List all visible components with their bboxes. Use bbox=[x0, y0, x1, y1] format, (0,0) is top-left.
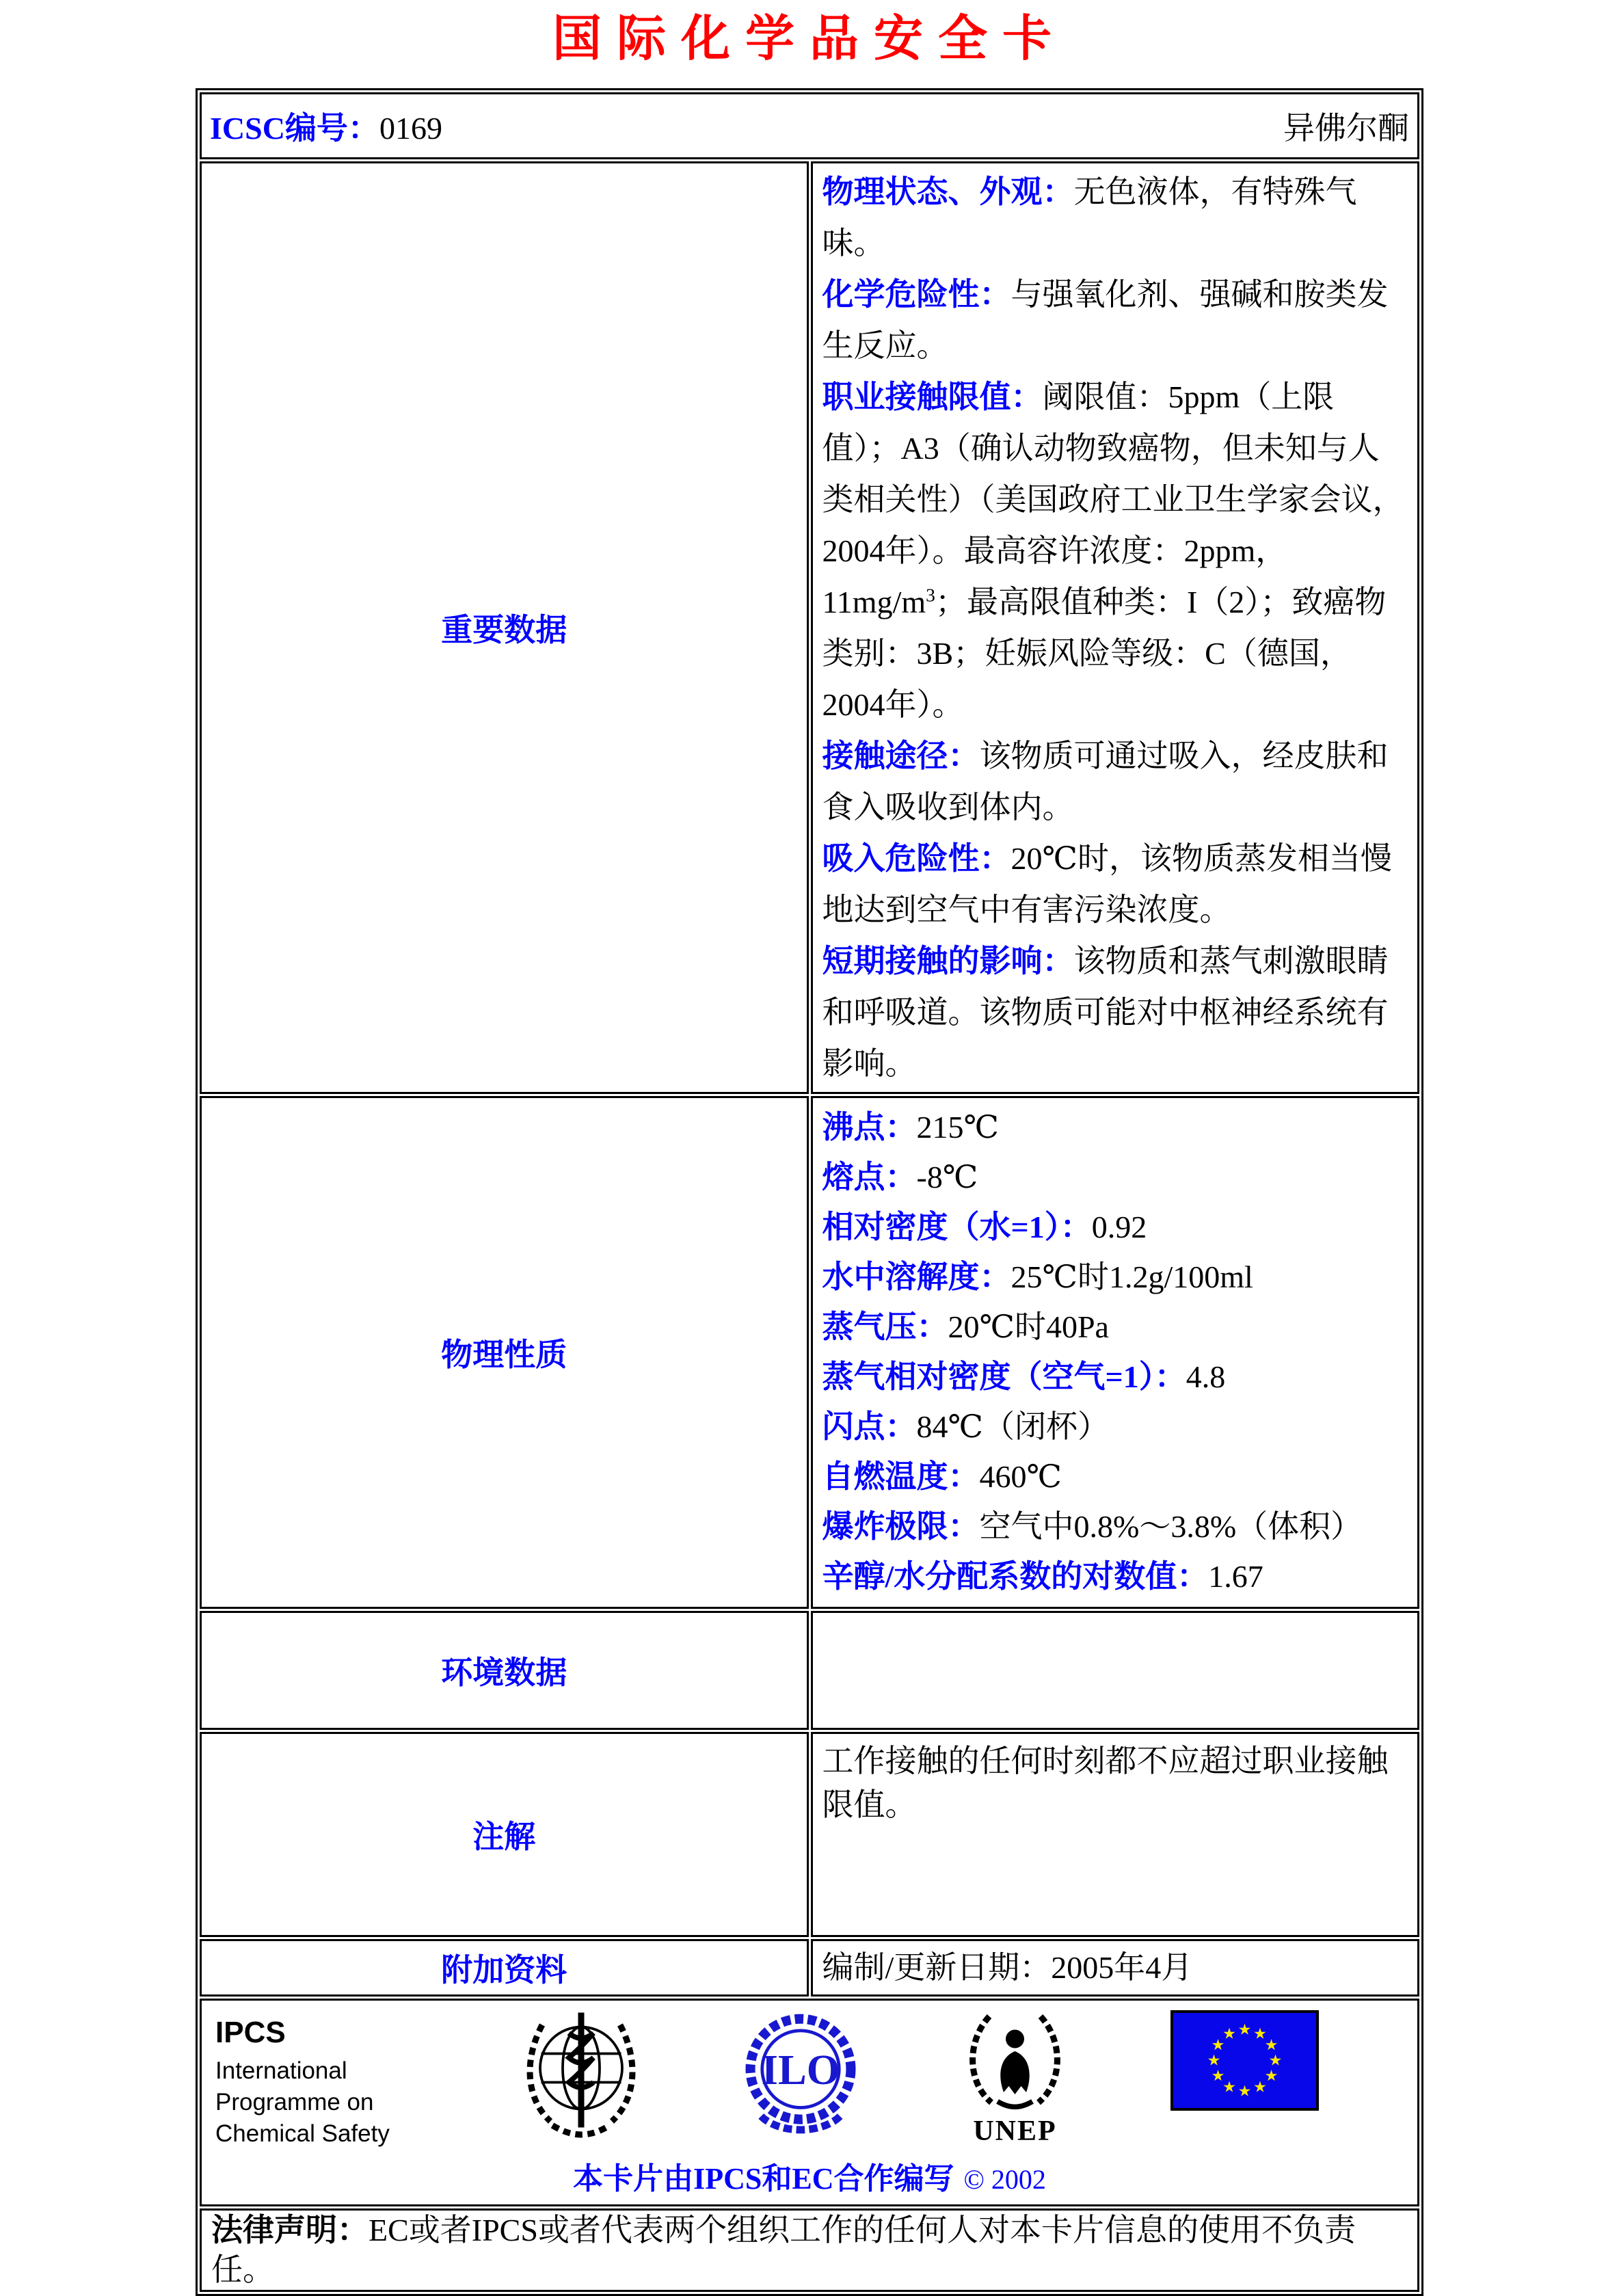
legal-label: 法律声明： bbox=[211, 2213, 369, 2248]
credit-text: 本卡片由IPCS和EC合作编写 bbox=[573, 2162, 954, 2196]
notes-content-cell bbox=[811, 1732, 1420, 1937]
ipcs-acronym: IPCS bbox=[215, 2016, 286, 2050]
section-label-notes: 注解 bbox=[472, 1819, 536, 1855]
property-melting-point: 熔点：-8℃ bbox=[822, 1160, 978, 1195]
property-boiling-point: 沸点：215℃ bbox=[822, 1110, 999, 1145]
unep-logo-icon bbox=[959, 2010, 1071, 2113]
important-data-label-cell bbox=[200, 161, 809, 1094]
ilo-logo-text: ILO bbox=[761, 2046, 840, 2094]
environmental-data-label-cell bbox=[200, 1611, 809, 1730]
notes-label-cell bbox=[200, 1732, 809, 1937]
organizations-row bbox=[200, 1999, 1419, 2206]
data-item-exposure-routes: 接触途径：该物质可通过吸入，经皮肤和食入吸收到体内。 bbox=[822, 738, 1389, 825]
data-item-physical-state: 物理状态、外观：无色液体，有特殊气味。 bbox=[822, 174, 1357, 261]
credit-line bbox=[213, 2154, 1406, 2198]
ipcs-line-1: International bbox=[215, 2057, 347, 2085]
credit-year: © 2002 bbox=[963, 2164, 1046, 2195]
legal-row bbox=[200, 2208, 1419, 2292]
physical-properties-content-cell bbox=[811, 1096, 1420, 1609]
unep-logo-text: UNEP bbox=[973, 2115, 1057, 2148]
property-explosive-limits: 爆炸极限：空气中0.8%～3.8%（体积） bbox=[822, 1509, 1363, 1545]
notes-text: 工作接触的任何时刻都不应超过职业接触限值。 bbox=[822, 1744, 1389, 1823]
icsc-number-value: 0169 bbox=[379, 111, 442, 146]
update-date-text: 编制/更新日期：2005年4月 bbox=[822, 1950, 1193, 1986]
chemical-name: 异佛尔酮 bbox=[1283, 111, 1409, 146]
who-logo-icon bbox=[520, 2010, 643, 2144]
property-water-solubility: 水中溶解度：25℃时1.2g/100ml bbox=[822, 1259, 1253, 1295]
ipcs-line-3: Chemical Safety bbox=[215, 2120, 390, 2148]
additional-info-content-cell bbox=[811, 1939, 1420, 1997]
section-label-environmental-data: 环境数据 bbox=[441, 1655, 567, 1691]
data-item-inhalation-risk: 吸入危险性：20℃时，该物质蒸发相当慢地达到空气中有害污染浓度。 bbox=[822, 841, 1392, 928]
card-header-cell bbox=[200, 92, 1419, 159]
physical-properties-label-cell bbox=[200, 1096, 809, 1609]
property-relative-density: 相对密度（水=1）：0.92 bbox=[822, 1210, 1147, 1245]
data-item-chemical-danger: 化学危险性：与强氧化剂、强碱和胺类发生反应。 bbox=[822, 277, 1389, 364]
icsc-number-label: ICSC编号： bbox=[210, 111, 379, 146]
ipcs-line-2: Programme on bbox=[215, 2089, 374, 2116]
legal-cell bbox=[200, 2208, 1419, 2292]
physical-properties-row bbox=[200, 1096, 1419, 1609]
section-label-important-data: 重要数据 bbox=[441, 613, 567, 648]
unep-logo-block bbox=[959, 2010, 1071, 2148]
data-item-short-term-effects: 短期接触的影响：该物质和蒸气刺激眼睛和呼吸道。该物质可能对中枢神经系统有影响。 bbox=[822, 944, 1389, 1082]
icsc-number bbox=[210, 103, 442, 148]
environmental-data-row bbox=[200, 1611, 1419, 1730]
important-data-content-cell bbox=[811, 161, 1420, 1094]
section-label-physical-properties: 物理性质 bbox=[441, 1337, 567, 1373]
icsc-card-table bbox=[196, 88, 1423, 2296]
section-label-additional-info: 附加资料 bbox=[441, 1953, 567, 1988]
ipcs-text-block bbox=[215, 2010, 420, 2150]
ilo-logo-icon bbox=[742, 2010, 859, 2139]
page-title: 国际化学品安全卡 bbox=[552, 12, 1067, 66]
cubic-meter-superscript: 3 bbox=[926, 584, 935, 606]
eu-flag-icon bbox=[1170, 2010, 1319, 2111]
property-octanol-water-partition: 辛醇/水分配系数的对数值：1.67 bbox=[822, 1559, 1263, 1594]
property-autoignition-temperature: 自燃温度：460℃ bbox=[822, 1459, 1062, 1495]
property-vapor-pressure: 蒸气压：20℃时40Pa bbox=[822, 1309, 1109, 1345]
card-header-row bbox=[200, 92, 1419, 159]
important-data-row bbox=[200, 161, 1419, 1094]
environmental-data-content-cell bbox=[811, 1611, 1420, 1730]
legal-text: EC或者IPCS或者代表两个组织工作的任何人对本卡片信息的使用不负责任。 bbox=[211, 2213, 1356, 2288]
organizations-cell bbox=[200, 1999, 1419, 2206]
property-vapor-relative-density: 蒸气相对密度（空气=1）：4.8 bbox=[822, 1359, 1226, 1395]
property-flash-point: 闪点：84℃（闭杯） bbox=[822, 1409, 1109, 1445]
data-item-occupational-limits: 职业接触限值：阈限值：5ppm（上限值）；A3（确认动物致癌物，但未知与人类相关性）（美国政府工业卫生学家会议，2004年）。最高容许浓度：2ppm，$11mg/m^3$；最高限值种类：I（2）；致癌物类别：3B；妊娠风险等级：C（德国，2004年）。 bbox=[822, 379, 1404, 723]
additional-info-label-cell bbox=[200, 1939, 809, 1997]
notes-row bbox=[200, 1732, 1419, 1937]
additional-info-row bbox=[200, 1939, 1419, 1997]
